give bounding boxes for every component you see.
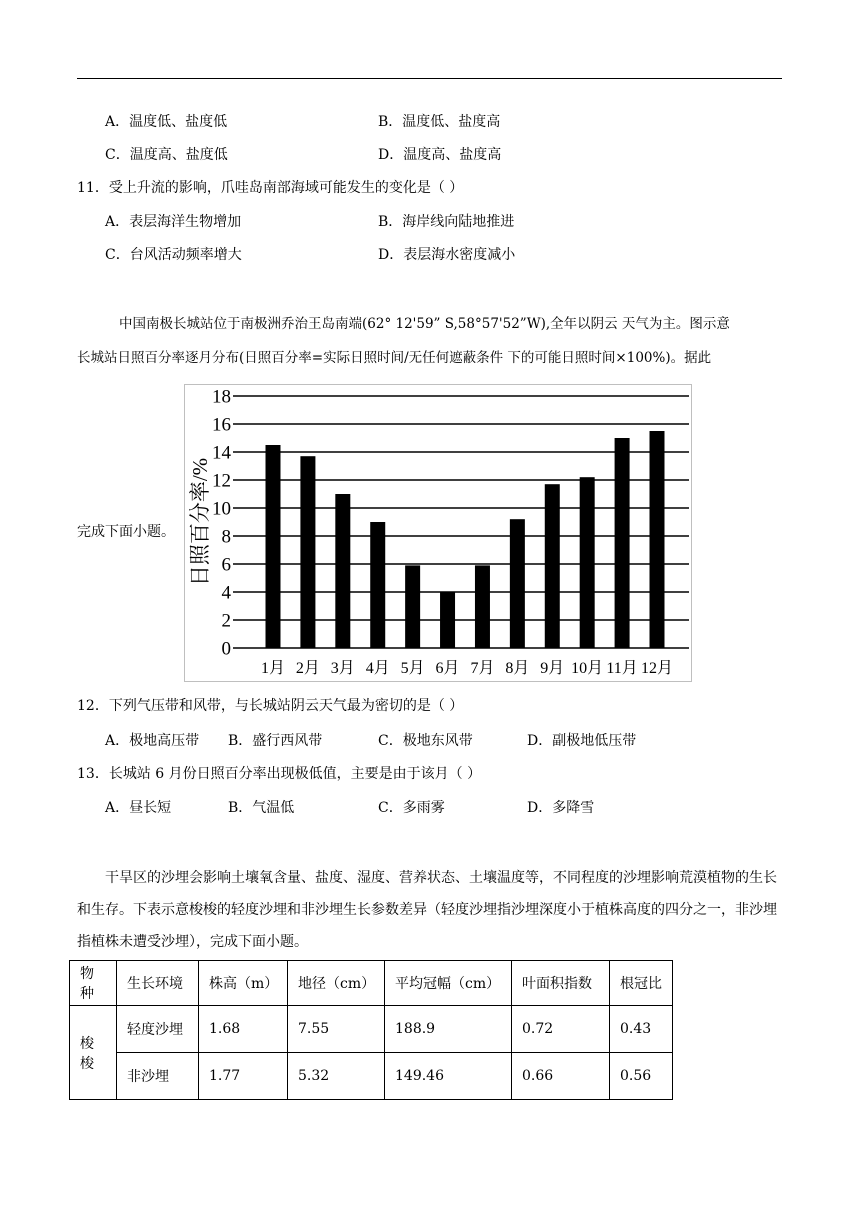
x-tick-label: 12月 [640,660,674,677]
header-species: 物种 [70,961,117,1006]
table-cell: 188.9 [385,1006,512,1053]
header-root-shoot: 根冠比 [610,961,673,1006]
y-tick-label: 16 [212,414,231,436]
chart-svg [185,385,693,683]
header-lai: 叶面积指数 [512,961,610,1006]
x-tick-label: 3月 [330,660,355,677]
x-tick-label: 4月 [365,660,390,677]
header-environment: 生长环境 [117,961,199,1006]
growth-parameter-table [69,960,673,1100]
bar [545,484,560,648]
x-tick-label: 2月 [295,660,320,677]
x-tick-label: 8月 [505,660,530,677]
y-tick-label: 14 [212,442,231,464]
q11-option-b[interactable]: B．海岸线向陆地推进 [378,214,515,230]
bar [615,438,630,648]
y-axis-label: 日照百分率/% [188,457,212,587]
passage3-text: 干旱区的沙埋会影响土壤氧含量、盐度、湿度、营养状态、土壤温度等，不同程度的沙埋影响荒漠植物的生长和生存。下表示意梭梭的轻度沙埋和非沙埋生长参数差异（轻度沙埋指沙埋深度小于植株高度的四分之一，非沙埋指植株未遭受沙埋），完成下面小题。 [77,870,777,950]
q13-option-c[interactable]: C．多雨雾 [378,800,445,816]
y-tick-label: 4 [221,582,231,604]
q12-stem: 12．下列气压带和风带，与长城站阴云天气最为密切的是（ ） [77,698,464,714]
table-cell: 5.32 [288,1053,385,1100]
passage3 [77,862,785,958]
passage2-line3: 完成下面小题。 [77,524,175,540]
q10-option-b[interactable]: B．温度低、盐度高 [378,114,501,130]
table-row [70,1053,673,1100]
q12-option-c[interactable]: C．极地东风带 [378,733,473,749]
q10-option-a[interactable]: A．温度低、盐度低 [105,114,228,130]
q11-option-d[interactable]: D．表层海水密度减小 [378,247,516,263]
q13-stem: 13．长城站 6 月份日照百分率出现极低值，主要是由于该月（ ） [77,766,482,782]
y-tick-label: 6 [221,554,231,576]
q12-option-a[interactable]: A．极地高压带 [105,733,200,749]
bar [510,519,525,648]
x-tick-label: 10月 [571,660,604,677]
q10-option-c[interactable]: C．温度高、盐度低 [105,147,228,163]
q12-option-b[interactable]: B．盛行西风带 [228,733,323,749]
bar [370,522,385,648]
q12-option-d[interactable]: D．副极地低压带 [527,733,637,749]
passage2-line1: 中国南极长城站位于南极洲乔治王岛南端(62° 12'59” S,58°57'52”W),全年以阴云 天气为主。图示意 [119,316,730,332]
table-cell: 1.68 [199,1006,288,1053]
q13-option-d[interactable]: D．多降雪 [527,800,595,816]
header-diameter: 地径（cm） [288,961,385,1006]
q11-stem: 11．受上升流的影响，爪哇岛南部海域可能发生的变化是（ ） [77,180,464,196]
bar [580,477,595,648]
q13-option-b[interactable]: B．气温低 [228,800,295,816]
q11-option-c[interactable]: C．台风活动频率增大 [105,247,242,263]
header-rule [77,78,782,79]
bar [266,445,281,648]
x-tick-label: 1月 [260,660,286,677]
bar [650,431,665,648]
x-tick-label: 6月 [435,660,460,677]
header-crown: 平均冠幅（cm） [385,961,512,1006]
bar [335,494,350,648]
table-cell: 149.46 [385,1053,512,1100]
table-cell: 7.55 [288,1006,385,1053]
y-tick-label: 2 [221,610,231,632]
q10-option-d[interactable]: D．温度高、盐度高 [378,147,502,163]
header-height: 株高（m） [199,961,288,1006]
y-tick-label: 10 [212,498,231,520]
x-tick-label: 11月 [606,660,638,677]
y-tick-label: 0 [221,638,231,660]
y-tick-label: 12 [212,470,231,492]
bar [475,565,490,648]
table-cell: 0.43 [610,1006,673,1053]
table-cell: 0.66 [512,1053,610,1100]
q13-option-a[interactable]: A．昼长短 [105,800,172,816]
bar [300,456,315,648]
passage2-line2: 长城站日照百分率逐月分布(日照百分率=实际日照时间/无任何遮蔽条件 下的可能日照时间×100%)。据此 [77,350,712,366]
bar [440,592,455,648]
species-cell: 梭梭 [70,1006,117,1100]
y-tick-label: 8 [221,526,231,548]
y-tick-label: 18 [212,386,231,408]
table-cell: 1.77 [199,1053,288,1100]
x-tick-label: 7月 [470,660,495,677]
sunshine-percentage-chart [184,384,692,682]
table-header-row [70,961,673,1006]
table-cell: 0.56 [610,1053,673,1100]
bar [405,565,420,648]
table-cell: 0.72 [512,1006,610,1053]
table-cell: 非沙埋 [117,1053,199,1100]
x-tick-label: 5月 [400,660,425,677]
table-row [70,1006,673,1053]
table-cell: 轻度沙埋 [117,1006,199,1053]
q11-option-a[interactable]: A．表层海洋生物增加 [105,214,242,230]
x-tick-label: 9月 [540,660,565,677]
